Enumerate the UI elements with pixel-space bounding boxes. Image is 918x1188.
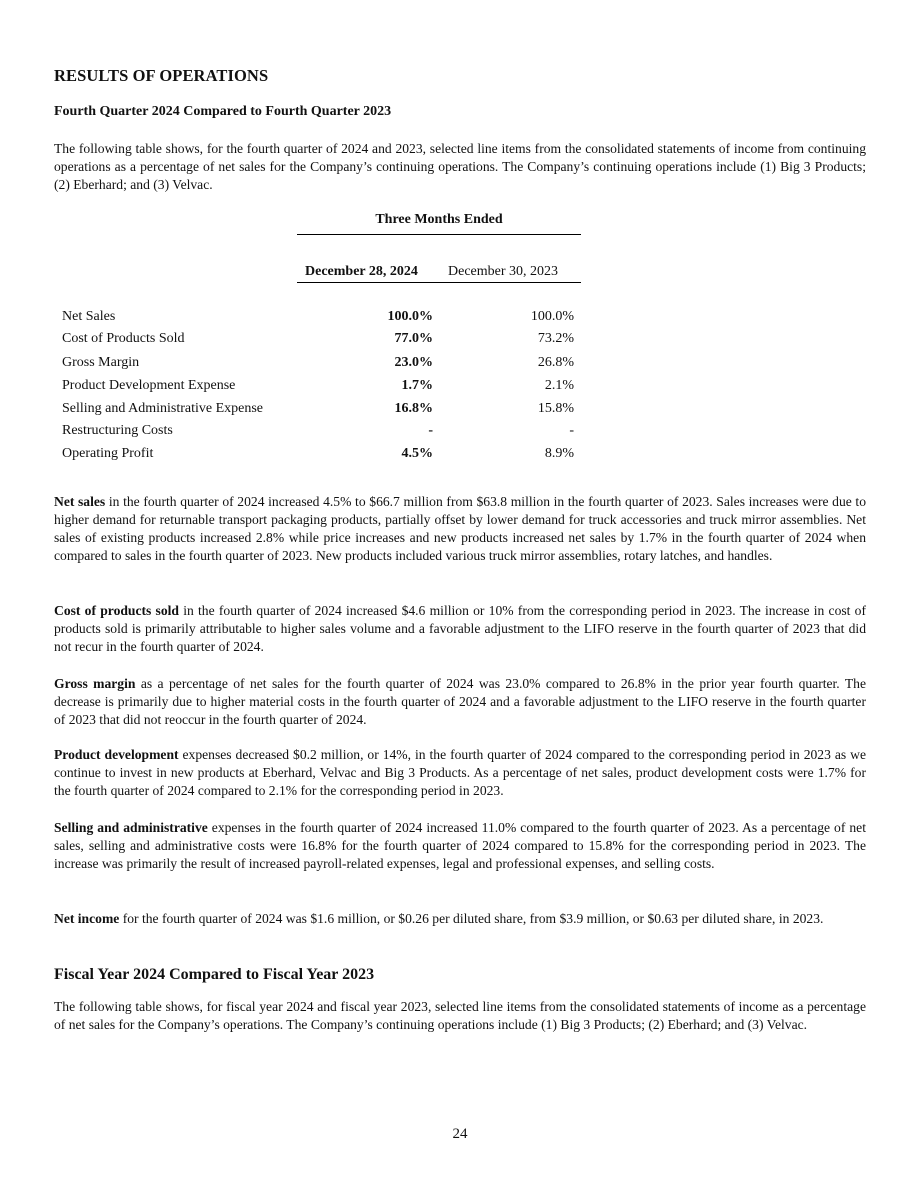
row-label: Gross Margin [62,355,140,370]
row-value-2023: 8.9% [544,446,574,461]
row-label: Cost of Products Sold [62,331,185,346]
row-value-2024: 77.0% [394,331,433,346]
section-heading: RESULTS OF OPERATIONS [54,66,269,85]
cost-of-products-paragraph [54,602,866,656]
paragraph-lead: Selling and administrative [54,820,208,835]
row-value-2024: 16.8% [394,401,433,416]
paragraph-body: as a percentage of net sales for the fourth quarter of 2024 was 23.0% compared to 26.8% in the prior year fourth quarter. The decrease is primarily due to higher material costs in the fourth quarter of 2024 and a favorable adjustment to the LIFO reserve in the fourth quarter of 2023 that did not reoccur in the fourth quarter of 2024. [54,676,866,727]
paragraph-body: in the fourth quarter of 2024 increased $4.6 million or 10% from the corresponding period in 2023. The increase in cost of products sold is primarily attributable to higher sales volume and a favorable adjustment to the LIFO reserve in the fourth quarter of 2023 that did not recur in the fourth quarter of 2024. [54,603,866,654]
table-row [62,423,574,445]
paragraph-lead: Net income [54,911,120,926]
row-value-2024: 100.0% [387,309,433,324]
product-development-paragraph [54,746,866,800]
row-value-2023: - [569,423,574,438]
row-value-2024: 1.7% [401,378,433,393]
selling-administrative-paragraph [54,819,866,873]
fy-intro-paragraph: The following table shows, for fiscal year 2024 and fiscal year 2023, selected line items from the consolidated statements of income as a percentage of net sales for the Company’s operations. The Company’s continuing operations include (1) Big 3 Products; (2) Eberhard; and (3) Velvac. [54,999,866,1032]
row-value-2024: 23.0% [394,355,433,370]
paragraph-lead: Cost of products sold [54,603,179,618]
paragraph-lead: Net sales [54,494,106,509]
table-row [62,355,574,377]
q4-subheading: Fourth Quarter 2024 Compared to Fourth Quarter 2023 [54,104,392,119]
row-value-2023: 15.8% [537,401,574,416]
column-header-2024: December 28, 2024 [305,264,418,279]
row-value-2024: - [428,423,433,438]
net-income-paragraph [54,910,866,928]
row-label: Product Development Expense [62,378,236,393]
table-row [62,401,574,423]
table-row [62,378,574,400]
row-label: Operating Profit [62,446,154,461]
net-sales-paragraph [54,493,866,565]
row-value-2023: 2.1% [544,378,574,393]
table-row [62,446,574,468]
table-row [62,309,574,331]
table-group-header: Three Months Ended [297,212,581,235]
column-header-2023: December 30, 2023 [448,264,559,279]
paragraph-body: expenses decreased $0.2 million, or 14%, in the fourth quarter of 2024 compared to the corresponding period in 2023 as we continue to invest in new products at Eberhard, Velvac and Big 3 Products. As a percentage of net sales, product development costs were 1.7% for the fourth quarter of 2024 compared to 2.1% for the corresponding period in 2023. [54,747,866,798]
table-column-headers [297,262,581,283]
paragraph-body: for the fourth quarter of 2024 was $1.6 million, or $0.26 per diluted share, from $3.9 million, or $0.63 per diluted share, in 2023. [119,911,824,926]
paragraph-body: expenses in the fourth quarter of 2024 increased 11.0% compared to the fourth quarter of 2023. As a percentage of net sales, selling and administrative costs were 16.8% for the fourth quarter of 2024 compared to 15.8% for the corresponding period in 2023. The increase was primarily the result of increased payroll-related expenses, legal and professional expenses, and selling costs. [54,820,866,871]
row-value-2024: 4.5% [401,446,433,461]
row-value-2023: 100.0% [530,309,574,324]
row-value-2023: 73.2% [537,331,574,346]
row-label: Selling and Administrative Expense [62,401,264,416]
q4-intro-paragraph: The following table shows, for the fourth quarter of 2024 and 2023, selected line items from the consolidated statements of income from continuing operations as a percentage of net sales for the Company’s continuing operations. The Company’s continuing operations include (1) Big 3 Products; (2) Eberhard; and (3) Velvac. [54,141,866,192]
page-number: 24 [452,1126,468,1142]
row-value-2023: 26.8% [537,355,574,370]
table-row [62,331,574,353]
paragraph-body: in the fourth quarter of 2024 increased 4.5% to $66.7 million from $63.8 million in the fourth quarter of 2023. Sales increases were due to higher demand for returnable transport packaging products, partially offset by lower demand for truck accessories and truck mirror assemblies. Net sales of existing products increased 2.8% while price increases and new products increased net sales by 1.7% in the fourth quarter of 2024 when compared to sales in the fourth quarter of 2023. New products included various truck mirror assemblies, rotary latches, and handles. [54,494,866,563]
fy-subheading: Fiscal Year 2024 Compared to Fiscal Year 2023 [54,966,375,983]
paragraph-lead: Product development [54,747,179,762]
row-label: Net Sales [62,309,116,324]
paragraph-lead: Gross margin [54,676,136,691]
row-label: Restructuring Costs [62,423,173,438]
gross-margin-paragraph [54,675,866,729]
